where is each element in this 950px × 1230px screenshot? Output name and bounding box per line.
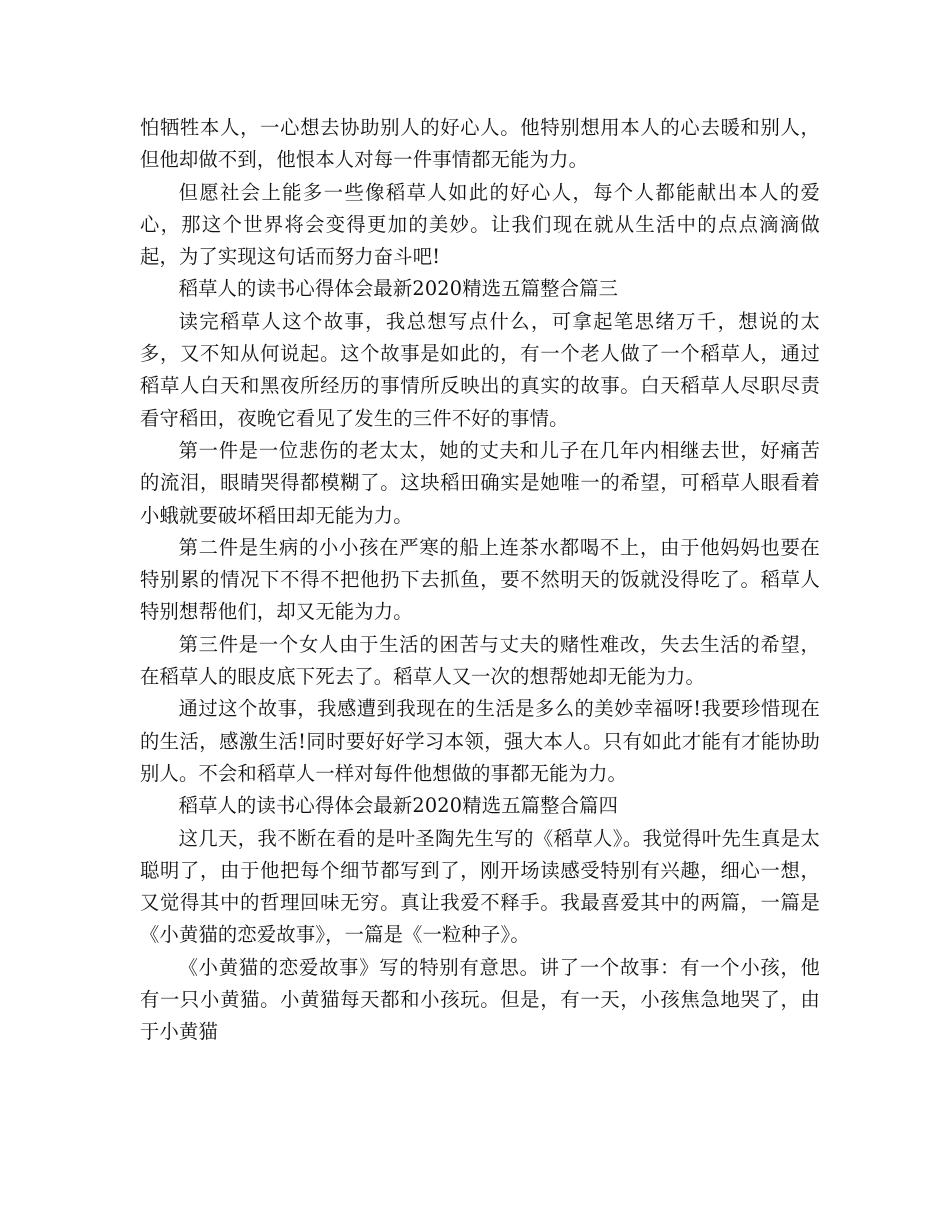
- paragraph: 怕牺牲本人，一心想去协助别人的好心人。他特别想用本人的心去暖和别人，但他却做不到，他恨本人对每一件事情都无能为力。: [140, 116, 820, 172]
- paragraph: 通过这个故事，我感遭到我现在的生活是多么的美妙幸福呀!我要珍惜现在的生活，感激生活!同时要好好学习本领，强大本人。只有如此才能有才能协助别人。不会和稻草人一样对每件他想做的事都无能为力。: [140, 697, 820, 785]
- paragraph: 第三件是一个女人由于生活的困苦与丈夫的赌性难改，失去生活的希望，在稻草人的眼皮底下死去了。稻草人又一次的想帮她却无能为力。: [140, 632, 820, 689]
- paragraph: 但愿社会上能多一些像稻草人如此的好心人，每个人都能献出本人的爱心，那这个世界将会变得更加的美妙。让我们现在就从生活中的点点滴滴做起，为了实现这句话而努力奋斗吧!: [140, 180, 820, 269]
- paragraph: 第一件是一位悲伤的老太太，她的丈夫和儿子在几年内相继去世，好痛苦的流泪，眼睛哭得都模糊了。这块稻田确实是她唯一的希望，可稻草人眼看着小蛾就要破坏稻田却无能为力。: [140, 438, 820, 527]
- paragraph: 这几天，我不断在看的是叶圣陶先生写的《稻草人》。我觉得叶先生真是太聪明了，由于他把每个细节都写到了，刚开场读感受特别有兴趣，细心一想，又觉得其中的哲理回味无穷。真让我爱不释手。我最喜爱其中的两篇，一篇是《小黄猫的恋爱故事》，一篇是《一粒种子》。: [140, 826, 820, 947]
- section-heading: 稻草人的读书心得体会最新2020精选五篇整合篇三: [178, 277, 619, 301]
- paragraph: 第二件是生病的小小孩在严寒的船上连茶水都喝不上，由于他妈妈也要在特别累的情况下不得不把他扔下去抓鱼，要不然明天的饭就没得吃了。稻草人特别想帮他们，却又无能为力。: [140, 535, 820, 624]
- section-heading: 稻草人的读书心得体会最新2020精选五篇整合篇四: [178, 794, 619, 818]
- paragraph: 读完稻草人这个故事，我总想写点什么，可拿起笔思绪万千，想说的太多，又不知从何说起。这个故事是如此的，有一个老人做了一个稻草人，通过稻草人白天和黑夜所经历的事情所反映出的真实的故事。白天稻草人尽职尽责看守稻田，夜晚它看见了发生的三件不好的事情。: [140, 309, 820, 430]
- paragraph: 《小黄猫的恋爱故事》写的特别有意思。讲了一个故事：有一个小孩，他有一只小黄猫。小黄猫每天都和小孩玩。但是，有一天，小孩焦急地哭了，由于小黄猫: [140, 955, 820, 1044]
- document-page: [140, 112, 820, 1049]
